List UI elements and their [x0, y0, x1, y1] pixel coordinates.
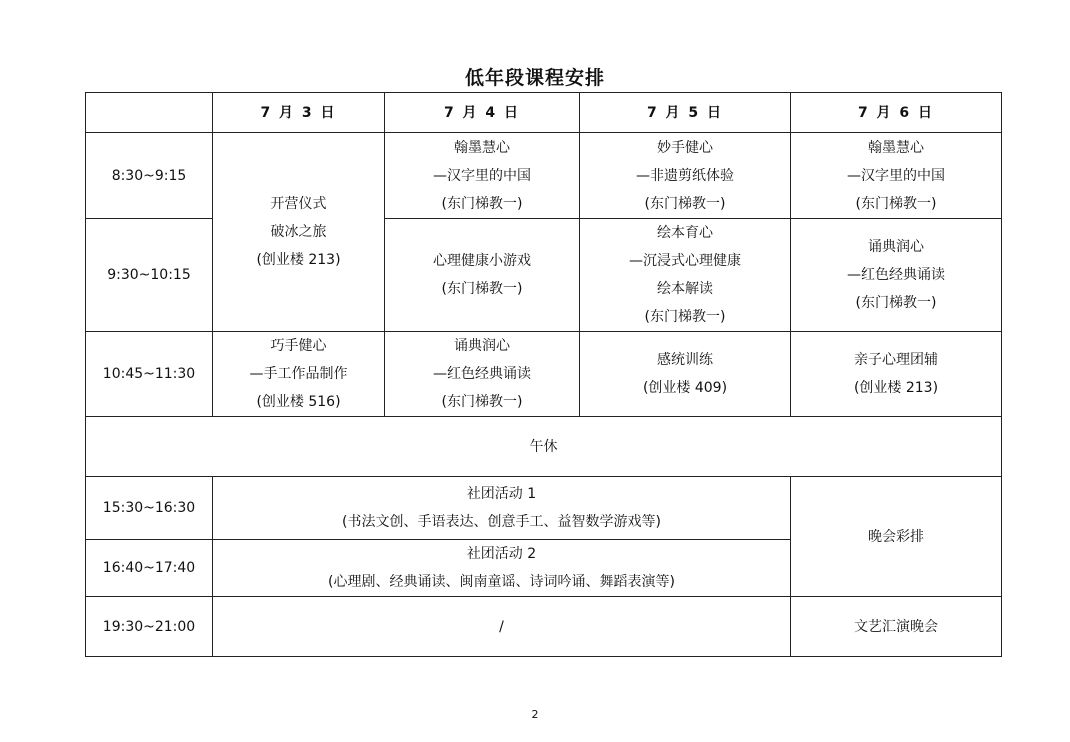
cell-line: (书法文创、手语表达、创意手工、益智数学游戏等) [342, 514, 661, 530]
cell-line: (创业楼 516) [256, 394, 341, 410]
time-slot: 19:30~21:00 [86, 597, 213, 657]
cell-line: (创业楼 213) [853, 380, 939, 396]
lunch-row [86, 417, 1002, 477]
cell-line: 妙手健心 [657, 139, 713, 156]
cell-line: 绘本育心 [657, 225, 713, 241]
table-row [86, 332, 1002, 417]
cell-line: —沉浸式心理健康 [629, 253, 741, 269]
time-slot: 9:30~10:15 [86, 219, 213, 332]
cell-line: (东门梯教一) [644, 309, 726, 325]
cell-club-1 [213, 477, 791, 540]
time-slot: 8:30~9:15 [86, 133, 213, 219]
cell-line: 开营仪式 [270, 196, 327, 212]
cell-jul4-slot2 [385, 219, 580, 332]
cell-line: (东门梯教一) [644, 195, 726, 212]
cell-line: 诵典润心 [454, 338, 510, 354]
cell-line: 翰墨慧心 [454, 139, 510, 156]
cell-line: 心理健康小游戏 [433, 253, 531, 269]
table-row [86, 133, 1002, 219]
cell-line: 社团活动 1 [466, 486, 537, 502]
page-title: 低年段课程安排 [464, 67, 605, 89]
cell-evening-empty: / [213, 597, 791, 657]
table-row [86, 597, 1002, 657]
header-day-jul5: 7 月 5 日 [580, 93, 791, 133]
time-slot: 15:30~16:30 [86, 477, 213, 540]
cell-line: (创业楼 213) [256, 252, 341, 268]
page-number: 2 [531, 708, 539, 721]
cell-jul6-slot3 [791, 332, 1002, 417]
cell-line: 巧手健心 [270, 338, 327, 354]
cell-line: 亲子心理团辅 [854, 352, 938, 368]
cell-line: 诵典润心 [868, 239, 924, 255]
header-day-jul3: 7 月 3 日 [213, 93, 385, 133]
cell-club-2 [213, 540, 791, 597]
cell-evening-show: 文艺汇演晚会 [791, 597, 1002, 657]
cell-line: (东门梯教一) [441, 394, 523, 410]
cell-jul5-slot3 [580, 332, 791, 417]
cell-line: —汉字里的中国 [847, 167, 945, 184]
cell-jul4-slot3 [385, 332, 580, 417]
table-row [86, 477, 1002, 540]
cell-line: (心理剧、经典诵读、闽南童谣、诗词吟诵、舞蹈表演等) [328, 574, 675, 590]
cell-jul6-slot1 [791, 133, 1002, 219]
time-slot: 10:45~11:30 [86, 332, 213, 417]
schedule-table [85, 92, 1002, 657]
time-slot: 16:40~17:40 [86, 540, 213, 597]
cell-opening [213, 133, 385, 332]
cell-jul4-slot1 [385, 133, 580, 219]
cell-jul6-slot2 [791, 219, 1002, 332]
cell-line: —红色经典诵读 [433, 366, 531, 382]
cell-line: 绘本解读 [657, 281, 713, 297]
header-corner [86, 93, 213, 133]
cell-line: (东门梯教一) [441, 195, 523, 212]
cell-line: (东门梯教一) [441, 281, 523, 297]
cell-rehearsal: 晚会彩排 [791, 477, 1002, 597]
cell-line: 感统训练 [657, 352, 713, 368]
cell-line: —红色经典诵读 [847, 267, 945, 283]
cell-line: —手工作品制作 [249, 366, 348, 382]
cell-jul5-slot2 [580, 219, 791, 332]
cell-line: 翰墨慧心 [868, 139, 924, 156]
cell-line: (东门梯教一) [855, 195, 937, 212]
cell-jul5-slot1 [580, 133, 791, 219]
cell-jul3-slot3 [213, 332, 385, 417]
cell-line: —非遗剪纸体验 [636, 167, 734, 184]
cell-line: 破冰之旅 [270, 224, 327, 240]
cell-line: (东门梯教一) [855, 295, 937, 311]
lunch-cell: 午休 [86, 417, 1002, 477]
cell-line: —汉字里的中国 [433, 167, 531, 184]
cell-line: (创业楼 409) [642, 380, 728, 396]
header-day-jul4: 7 月 4 日 [385, 93, 580, 133]
header-row [86, 93, 1002, 133]
cell-line: 社团活动 2 [466, 546, 537, 562]
header-day-jul6: 7 月 6 日 [791, 93, 1002, 133]
